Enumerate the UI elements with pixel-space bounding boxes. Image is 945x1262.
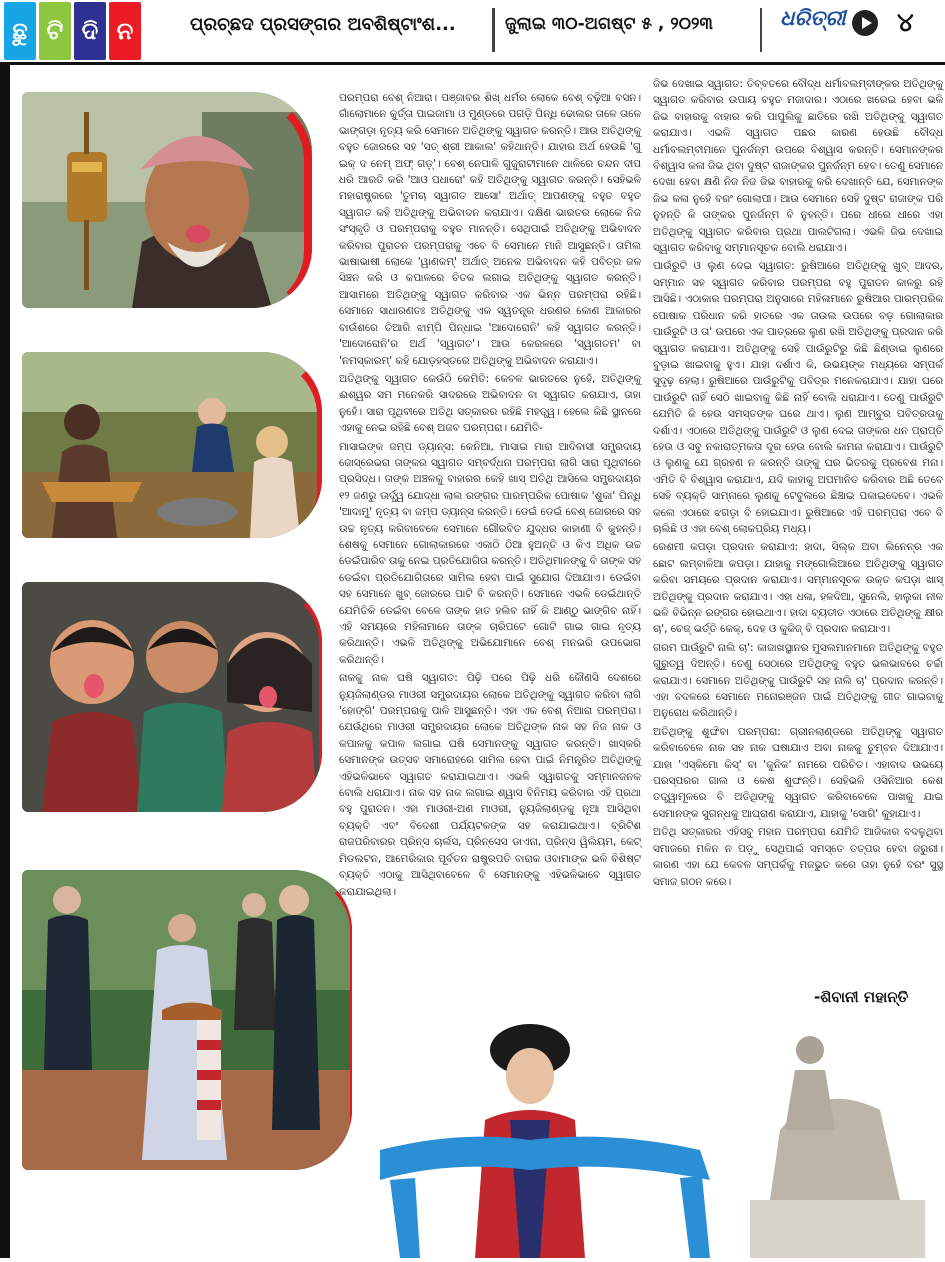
article-column-left [339, 90, 641, 902]
article-paragraph: ଜିଭ ଦେଖାଇ ସ୍ୱାଗତ: ତିବ୍ବତରେ ବୌଦ୍ଧ ଧର୍ମାବଲମ୍ବୀଙ୍କର ଅତିଥିଙ୍କୁ ସ୍ୱାଗତ କରିବାର ଉପାୟ ବହୁତ ମଜାଦାର। ଏଠାରେ ଖରେଇ ହେବା ଭଳି ଜିଭ ବାହାରକୁ ବାହାର କରି ପାପୁଲିକୁ ଛାତିରେ ରଖି ଅତିଥିଙ୍କୁ ସ୍ୱାଗତ କରାଯାଏ। ଏଭଳି ସ୍ୱାଗତ ପଛର କାରଣ ହେଉଛି ବୌଦ୍ଧ ଧର୍ମାବଲମ୍ବୀମାନେ ପୁନର୍ଜନ୍ମ ଉପରେ ବିଶ୍ୱାସ କରନ୍ତି। ସେମାନଙ୍କର ବିଶ୍ୱାସ କଳା ଜିଭ ଥିବା ଦୁଷ୍ଟ ରାଜାଙ୍କର ପୁନର୍ଜନ୍ମ ହେବ। ତେଣୁ ସେମାନେ ଦେଖା ହେବା କ୍ଷଣି ନିଜ ନିଜ ଜିଭ ବାହାରକୁ କରି ଦେଖାନ୍ତି ଯେ, ସେମାନଙ୍କ ଜିଭ କଳା ନୁହେଁ ବରଂ ଗୋଲାପୀ। ଆଉ ସେମାନେ ସେହି ଦୁଷ୍ଟ ରାଜାଙ୍କ ପରି ନୁହନ୍ତି କି ତାଙ୍କର ପୁନର୍ଜନ୍ମ ବି ନୁହନ୍ତି। ପରେ ଧୀରେ ଧୀରେ ଏହା ଅତିଥିଙ୍କୁ ସ୍ୱାଗତ କରିବାର ପ୍ରଥା ପାଲଟିଗଲା। ଏଭଳି ଜିଭ ଦେଖାଇ ସ୍ୱାଗତ କରିବାକୁ ସମ୍ମାନସୂଚକ ବୋଲି ଧରାଯାଏ। [653, 78, 943, 255]
article-paragraph: ପରମ୍ପରା ବେଶ୍ ନିଆରା। ପଞ୍ଜାବର ଶିଖ୍ ଧର୍ମର ଲୋକେ ବେଶ୍ ବଢ଼ିଆ ବସନ। ଗାଁଲୋମାନେ କୁର୍ତ୍ତା ପାଇଜାମା ଓ ମୁଣ୍ଡରେ ପଗଡ଼ି ପିନ୍ଧି ଢୋଲର ତାଳେ ତାଳେ ଭାଙ୍ଗଡ଼ା ନୃତ୍ୟ କରି ସେମାନେ ଅତିଥିଙ୍କୁ ସ୍ୱାଗତ କରନ୍ତି। ଆଉ ଅତିଥିଙ୍କୁ ବହୁତ ଜୋରରେ ସହ 'ସତ୍ ଶ୍ରୀ ଆକାଲ' କହିଥାନ୍ତି। ଯାହାର ଅର୍ଥ ହେଉଛି 'ଗୁ ଇକ୍ ଦ ନେମ୍ ଅଫ୍ ଗଡ଼୍'। ବେଶ୍ ନେପାଳି ଗୁଜୁରାଟୀମାନେ ଥାଳିରେ ଚନ୍ଦନ ଦୀପ ଧରି ଆରତି କରି 'ଆଓ ପଧାରୋ' କହି ଅତିଥିଙ୍କୁ ସ୍ୱାଗତ କରନ୍ତି। ସେହିଭଳି ମହାରାଷ୍ଟ୍ରରେ 'ତୁମଚା ସ୍ୱାଗତ ଆସୋ' ଅର୍ଥାତ୍ ଆପଣଙ୍କୁ ବହୁତ ବହୁତ ସ୍ୱାଗତ କହି ଅତିଥିଙ୍କୁ ଅଭିବାଦନ କରାଯାଏ। ଦକ୍ଷିଣ ଭାରତର ଲୋକେ ନିଜ ସଂସ୍କୃତି ଓ ପରମ୍ପରାକୁ ବହୁତ ମାନନ୍ତି। ସେଥିପାଇଁ ଅତିଥିଙ୍କୁ ଅଭିବାଦନ କରିବାର ପୁରାତନ ପରମ୍ପରାକୁ ଏବେ ବି ସେମାନେ ମାନି ଆସୁଛନ୍ତି। ତାମିଲ ଭାଷାଭାଷୀ ଲୋକେ 'ୱାଣକମ୍' ଅର୍ଥାତ୍ ଅନେକ ଅଭିବାଦନ କହି ପବିତ୍ର ଜଳ ସିଞ୍ଚନ କରି ଓ କପାଳରେ ଚିତକ ଲଗାଇ ଅତିଥିଙ୍କୁ ସ୍ୱାଗତ କରନ୍ତି। ଆସାମରେ ଅତିଥିଙ୍କୁ ସ୍ୱାଗତ କରିବାର ଏକ ଭିନ୍ନ ପରମ୍ପରା ରହିଛି। ସେମାନେ ସାଧାରଣତଃ ଅତିଥିଙ୍କୁ ଏକ ସ୍ୱତନ୍ତ୍ର ଧରଣର କୋଣ ଆକାରର ବାଉଁଶରେ ତିଆରି ଝାମ୍ପି ପିନ୍ଧାଇ 'ଆଦୋରୋନି' କହି ସ୍ୱାଗତ କରନ୍ତି। 'ଆଦୋରୋନି'ର ଅର୍ଥ 'ସ୍ୱାଗତ'। ଆଉ କେରଳରେ 'ସ୍ୱାଗତମ' ବା 'ନମସ୍କାରମ୍' କହି ଯୋଡ଼ହସ୍ତରେ ଅତିଥିଙ୍କୁ ଅଭିବାଦନ କରାଯାଏ। [339, 92, 642, 367]
section-logo-tile: ଦି [74, 2, 106, 60]
brand-logo: ଧରିତ୍ରୀ [780, 6, 846, 30]
left-margin-strip [0, 65, 10, 1258]
issue-date: ଜୁଲାଇ ୩୦-ଅଗଷ୍ଟ ୫ , ୨୦୨୩ [505, 14, 713, 34]
article-paragraph: ଅତିଥିଙ୍କୁ ସ୍ୱାଗତ କେଉଁଠି କେମିତି: କେବଳ ଭାରତରେ ନୁହେଁ, ଅତିଥିଙ୍କୁ ଈଶ୍ୱର ସମ ମନେକରି ସାଦରରେ ଅଭିବାଦନ ବା ସ୍ୱାଗତ କରାଯାଏ, ତାହା ନୁହେଁ। ସାରା ପୃଥିବୀରେ ଅତିଥି ସତ୍କାରର ରହିଛି ମହତ୍ତ୍ୱ। ହେଲେ କିଛି ସ୍ଥାନରେ ଏହାକୁ ନେଇ ରହିଛି ବେଶ୍ ଅଜବ ପରମ୍ପରା। ଯେମିତି- [339, 372, 641, 435]
photo-bread-salt-welcome [22, 870, 352, 1170]
article-paragraph: ମାସାଇଙ୍କ ଜମ୍ପ ଡ୍ୟାନ୍ସ: କେନିଆ, ମାସାଇ ମାରା ଆଦିବାସୀ ସମ୍ପ୍ରଦାୟ ଜୋସ୍‌ରେଭରା ତାଙ୍କର ସ୍ୱାଗତ ସମ୍ବର୍ଦ୍ଧନା ପରମ୍ପରା ଲାଗି ସାରା ପୃଥିବୀରେ ପ୍ରସିଦ୍ଧ। ତାଙ୍କ ଅଞ୍ଚଳକୁ ବାହାରର କେହି ଖାସ୍ ଅତିଥି ଆସିଲେ ସମ୍ପ୍ରଦାୟର ୧୨ ଜଣରୁ ଊର୍ଦ୍ଧ୍ୱ ଯୋଦ୍ଧା ଲାଲ ରଙ୍ଗର ପାରମ୍ପରିକ ପୋଷାକ 'ଶୁକା' ପିନ୍ଧି 'ଆଦାମୁ' ନୃତ୍ୟ ବା ଜମ୍ପ ଡ୍ୟାନ୍ସ କରନ୍ତି। ଡେଇଁ ଡେଇଁ ବେଶ୍ ଜୋରରେ ସହ ଉଚ୍ଚ ନୃତ୍ୟ କରିବାବେଳେ ସେମାନେ ଗୌରବିତ ଯୁଦ୍ଧର କାହାଣୀ ବି କୁହନ୍ତି। ଶେଷକୁ ସେମାନେ ଗୋଲାକାରରେ ଏକାଠି ଠିଆ ହୁଅନ୍ତି ଓ କିଏ ଅଧିକ ଉଚ୍ଚ ଡେଇଁପାରିବ ତାକୁ ନେଇ ପ୍ରତିଯୋଗିତା କରନ୍ତି। ଅତିଥିମାନଙ୍କୁ ବି ତାଙ୍କ ସହ ଡେଇଁବା ପ୍ରତିଯୋଗିତାରେ ସାମିଲ ହେବା ପାଇଁ ସୁଯୋଗ ଦିଆଯାଏ। ଡେଇଁବା ସହ ସେମାନେ ଖୁବ୍ ଜୋରରେ ପାଟି ବି କରନ୍ତି। ସେମାନେ ଏଭଳି ଡେଇଁଥାନ୍ତି ଯେମିତିକି ଡେଇଁବା ବେଳେ ତାଙ୍କ ହାତ ହଲିବ ନାହିଁ କି ଆଣ୍ଠୁ ଭାଙ୍ଗିବ ନାହିଁ। ଏହି ସମୟରେ ମହିଳାମାନେ ତାଙ୍କ ଚାରିପଟେ ଗୋଟି ଗାଇ ଗାଇ ନୃତ୍ୟ କରିଥାନ୍ତି। ଏଭଳି ଅତିଥିଙ୍କୁ ଅଭିଯୋମାନେ ବେଶ୍ ମନଭରି ଉପଭୋଗ କରିଥାନ୍ତି। [339, 440, 641, 666]
section-logo-tile: ଟି [39, 2, 71, 60]
author-byline: -ଶିବାନୀ ମହାନ୍ତି [814, 988, 909, 1006]
page-title: ପ୍ରଚ୍ଛଦ ପ୍ରସଙ୍ଗର ଅବଶିଷ୍ଟାଂଶ... [190, 14, 456, 35]
section-logo-tile: ନ [109, 2, 141, 60]
article-paragraph: ରେଶମୀ କପଡ଼ା ପ୍ରଦାନ କରାଯାଏ: ହାଦା, ସିଲ୍କ ଅବା ଲିନେନ୍‌ର ଏକ ଛୋଟ ଲମ୍ବାଳିଆ କପଡ଼ା। ଯାହାକୁ ମଙ୍ଗୋଲିଆରେ ଅତିଥିଙ୍କୁ ସ୍ୱାଗତ କରିବା ସମୟରେ ପ୍ରଦାନ କରାଯାଏ। ସମ୍ମାନସୂଚକ ଉକ୍ତ କପଡ଼ା ଖାସ୍ ଅତିଥିଙ୍କୁ ପ୍ରଦାନ କରାଯାଏ। ଏହା ଧଳା, ହଳଦିଆ, ସୁନେଲି, ହାଲୁକା ନୀଳ ଭଳି ବିଭିନ୍ନ ରଙ୍ଗର ହୋଇଥାଏ। ହାଦା ବ୍ୟତୀତ ଏଠାରେ ଅତିଥିଙ୍କୁ କ୍ଷୀର ଚା', ଚେଜ୍ ଭର୍ତ୍ତି କେକ୍, ଦେହ ଓ କୁକିଜ୍ ବି ପ୍ରଦାନ କରାଯାଏ। [653, 541, 943, 636]
page-number: ୪ [897, 8, 914, 38]
article-paragraph: ନାକକୁ ନାକ ଘଷି ସ୍ୱାଗତ: ପିଢ଼ି ପରେ ପିଢ଼ି ଧରି କୌଣସି ଦେଶରେ ନ୍ୟୁଜିଲାଣ୍ଡର ମାଓରୀ ସମ୍ପ୍ରଦାୟର ଲୋକେ ଅତିଥିଙ୍କୁ ସ୍ୱାଗତ କରିବା ଲାଗି 'ହୋଙ୍ଗି' ପରମ୍ପରାକୁ ପାଳି ଆସୁଛନ୍ତି। ଏହା ଏକ ବେଶ୍ ନିଆରା ପରମ୍ପରା। ଯେଉଁଥିରେ ମାଓରୀ ସମ୍ପ୍ରଦାୟର ଲୋକେ ଅତିଥିଙ୍କ ନାକ ସହ ନିଜ ନାକ ଓ କପାଳକୁ କପାଳ ଲଗାଇ ଘଷି ସେମାନଙ୍କୁ ସ୍ୱାଗତ କରନ୍ତି। ଖାସ୍‌କରି ସେମାନଙ୍କ ଉତ୍ସବ ସମାରୋହରେ ସାମିଲ ହେବା ପାଇଁ ନିମନ୍ତ୍ରିତ ଅତିଥିଙ୍କୁ ଏହିଭଳିଭାବେ ସ୍ୱାଗତ କରାଯାଇଥାଏ। ଏଭଳି ସ୍ୱାଗତକୁ ସମ୍ମାନଜନକ ବୋଲି ଧରାଯାଏ। ନାକ ସହ ନାକ ଲଗାଇ ଶ୍ୱାସ ବିନିମୟ କରିବାର ଏହି ପ୍ରଥା ବହୁ ପୁରାତନ। ଏହା ମାଓରୀ-ଅଣ ମାଓରୀ, ନ୍ୟୁଜିଲାଣ୍ଡକୁ ନୂଆ ଆସିଥିବା ବ୍ୟକ୍ତି ଏବଂ ବିଦେଶୀ ପର୍ଯ୍ୟଟକଙ୍କ ସହ କରାଯାଇଥାଏ। ବ୍ରିଟିଶ ରାଜପରିବାରର ପ୍ରିନ୍ସ ଚାର୍ଲସ, ପ୍ରିନ୍ସେସ ଡାଏନା, ପ୍ରିନ୍ସ ୱିଲିୟମ, କେଟ୍ ମିଡଲଟନ, ଆମେରିକାର ପୂର୍ବତନ ରାଷ୍ଟ୍ରପତି ବାରାକ ଓବାମାଙ୍କ ଭଳି ବିଶିଷ୍ଟ ବ୍ୟକ୍ତି ଏଠାକୁ ଆସିଥିବାବେଳେ ବି ସେମାନଙ୍କୁ ଏହିଭଳିଭାବେ ସ୍ୱାଗତ କରାଯାଇଥିଲା। [339, 672, 641, 898]
article-column-right [653, 76, 943, 892]
section-logo-tile: ଛୁ [4, 2, 36, 60]
play-icon [852, 10, 878, 36]
page-header [0, 0, 945, 62]
article-paragraph: ଅତିଥିଙ୍କୁ ଶୁଙ୍ଘିବା ପରମ୍ପରା: ଗ୍ରୀନଲାଣ୍ଡରେ ଅତିଥିଙ୍କୁ ସ୍ୱାଗତ କରିବାବେଳେ ନାକ ସହ ନାକ ଘଷାଯାଏ ଅବା ନାକକୁ ଚୁମ୍ବନ ଦିଆଯାଏ। ଯାହା 'ଏସ୍କିମୋ କିସ୍' ବା 'କୁନିକ' ନାମରେ ପରିଚିତ। ଏହାବାଦ ଉଭୟେ ପରସ୍ପରର ଗାଲ ଓ କେଶ ଶୁଙ୍ଘନ୍ତି। ସେହିଭଳି ଓସିନିଆର କେଶ ତତ୍ତ୍ୱାମୂଳରେ ବି ଅତିଥିଙ୍କୁ ସ୍ୱାଗତ କରିବାବେଳେ ପାଖକୁ ଯାଇ ସେମାନଙ୍କ ସୁଗନ୍ଧକୁ ଆଘ୍ରାଣ କରାଯାଏ, ଯାହାକୁ 'ସୋଗି' କୁହାଯାଏ। [653, 725, 943, 820]
article-paragraph: ଅତିଥି ସତ୍କାରର ଏହିସବୁ ମହାନ ପରମ୍ପରା ଯେମିତି ଆଜିକାର ବଦଳୁଥିବା ସମାଜରେ ମଳିନ ନ ପଡ଼ୁ ସେଥିପାଇଁ ସମସ୍ତେ ତତ୍ପର ହେବା ଜରୁରୀ। କାରଣ ଏହା ଯେ କେବଳ ସମ୍ପର୍କକୁ ମଜଭୁତ କରେ ତାହା ନୁହେଁ ବରଂ ସୁସ୍ଥ ସମାଜ ଗଠନ କରେ। [653, 826, 943, 888]
photo-children-tongue [22, 582, 322, 812]
photo-welcome-ceremony [22, 352, 322, 538]
mongolian-welcome-illustration [380, 1010, 945, 1258]
header-divider [760, 8, 762, 52]
article-paragraph: ଗରମ ପାଉଁରୁଟି ନାଲି ଚା': କାଜାଖସ୍ଥାନର ମୁସଲମାନମାନେ ଅତିଥିଙ୍କୁ ବହୁତ ଗୁରୁତ୍ୱ ଦିଅନ୍ତି। ତେଣୁ ସେଠାରେ ଅତିଥିଙ୍କୁ ବହୁତ ଭଲଭାବରେ ଚର୍ଚ୍ଚା କରାଯାଏ। ସେମାନେ ଅତିଥିଙ୍କୁ ପାଉଁରୁଟି ସହ ନାଲି ଚା' ପ୍ରଦାନ କରନ୍ତି। ଏହା ବଦଳରେ ସେମାନେ ମନୋରଞ୍ଜନ ପାଇଁ ଅତିଥିଙ୍କୁ ଗୀତ ଗାଇବାକୁ ଅନୁରୋଧ କରିଥାନ୍ତି। [653, 641, 943, 720]
header-rule [0, 62, 945, 65]
photo-tibetan-elder [22, 92, 312, 308]
article-paragraph: ପାଉଁରୁଟି ଓ ଲୁଣ ଦେଇ ସ୍ୱାଗତ: ରୁଷିଆରେ ଅତିଥିଙ୍କୁ ଖୁବ୍ ଆଦର, ସମ୍ମାନ ସହ ସ୍ୱାଗତ କରିବାର ପରମ୍ପରା ବହୁ ପୁରାତନ କାଳରୁ ରହି ଆସିଛି। ଏଠାକାର ପରମ୍ପରା ଅନୁସାରେ ମହିଳାମାନେ ରୁଷିଆର ପାରମ୍ପରିକ ପୋଷାକ ପରିଧାନ କରି ହାତରେ ଏକ ତାଉଲ ଉପରେ ବଡ଼ ଗୋଲାକାର ପାଉଁରୁଟି ଓ ତା' ଉପରେ ଏକ ପାତ୍ରରେ ଲୁଣ ରଖି ଅତିଥିଙ୍କୁ ପ୍ରଦାନ କରି ସ୍ୱାଗତ କରାଯାଏ। ଅତିଥିଙ୍କୁ ସେହି ପାଉଁରୁଟିରୁ କିଛି ଛିଣ୍ଡାଇ ଲୁଣରେ ବୁଡ଼ାଇ ଖାଇବାକୁ ହୁଏ। ଯାହା ଦର୍ଶାଏ କି, ଉଭୟଙ୍କ ମଧ୍ୟରେ ସମ୍ପର୍କ ସୁଦୃଢ଼ ହେଲା। ରୁଷିଆରେ ପାଉଁରୁଟିକୁ ପବିତ୍ର ମନେକରାଯାଏ। ଯାହା ଘରେ ପାଉଁରୁଟି ନାହିଁ ସେଠି ଖାଇବାକୁ କିଛି ନାହିଁ ବୋଲି ଧରାଯାଏ। ତେଣୁ ପାଉଁରୁଟି ଯେମିତି କି ହେଉ ସମସ୍ତଙ୍କ ଘରେ ଥାଏ। ଲୁଣ ଆମ୍ବୁର ପବିତ୍ରତାକୁ ଦର୍ଶାଏ। ଏଠାରେ ଅତିଥିଙ୍କୁ ପାଉଁରୁଟି ଓ ଲୁଣ ଦେଇ ତାଙ୍କର ଧନ ପ୍ରାପ୍ତି ହେଉ ଓ ସବୁ ନକାରାତ୍ମକତା ଦୂର ହେଉ ବୋଲି କାମନା କରାଯାଏ। ପାଉଁରୁଟି ଓ ଲୁଣକୁ ଯେ ଗ୍ରହଣ ନ କରନ୍ତି ତାଙ୍କୁ ଘର ଭିତରକୁ ପ୍ରବେଶ ମନା। ଏମିତି ବି ବିଶ୍ୱାସ କରାଯାଏ, ଯଦି କାହାକୁ ଅପମାନିତ କରିବାର ଅଛି ତେବେ ସେହି ବ୍ୟକ୍ତି ସାମ୍ନାରେ ଲୁଣକୁ ଟେବୁଲରେ ଛିଞ୍ଚାଇ ପକାଇଦେବେ। ଏଭଳି କଲେ ଏଠାରେ ଝଗଡ଼ା ବି ହୋଇଯାଏ। ରୁଷିଆରେ ଏହି ପରମ୍ପରା ଏବେ ବି ଚାଲିଛି ଓ ଏହା ବେଶ୍ ଲୋକପ୍ରିୟ ମଧ୍ୟ। [653, 260, 943, 535]
section-logo [4, 2, 141, 60]
header-divider [492, 8, 495, 52]
